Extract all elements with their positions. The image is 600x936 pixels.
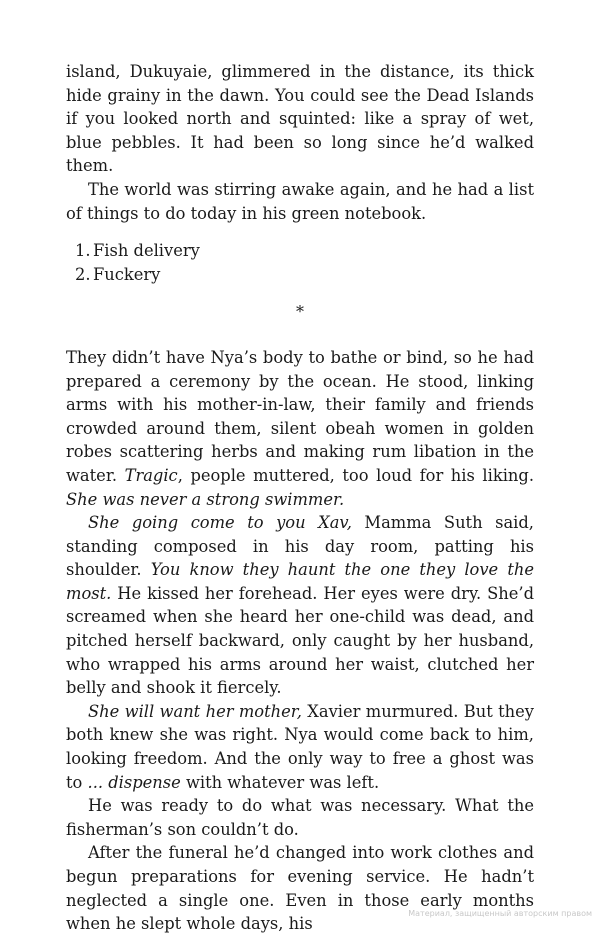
paragraph-4 bbox=[66, 511, 534, 700]
list-item-number: 2. bbox=[75, 264, 91, 284]
todo-list bbox=[66, 239, 534, 286]
italic-run: Tragic bbox=[124, 465, 178, 485]
list-item-text: Fuckery bbox=[93, 264, 161, 284]
paragraph-3 bbox=[66, 346, 534, 511]
italic-run: ... dispense bbox=[87, 772, 181, 792]
list-item-text: Fish delivery bbox=[93, 241, 200, 261]
paragraph-7: After the funeral he’d changed into work clothes and begun preparations for evening service. He hadn’t neglected a single one. Even in those early months when he slept whole days, his bbox=[66, 843, 534, 934]
paragraph-6: He was ready to do what was necessary. What the fisherman’s son couldn’t do. bbox=[66, 796, 534, 839]
list-item bbox=[66, 263, 534, 287]
paragraph-2: The world was stirring awake again, and he had a list of things to do today in his green notebook. bbox=[66, 179, 534, 223]
italic-run: You know they haunt the one they love the most. bbox=[66, 560, 534, 603]
italic-run: She will want her mother, bbox=[88, 701, 302, 721]
list-item-number: 1. bbox=[75, 241, 91, 261]
italic-run: She was never a strong swimmer. bbox=[66, 489, 345, 509]
text-run: Mamma Suth said, standing composed in his day room, patting his shoulder. bbox=[66, 513, 534, 580]
text-run: They didn’t have Nya’s body to bathe or bind, so he had prepared a ceremony by the ocean. He stood, linking arms with his mother-in-law, their family and friends crowded around them, silent obeah women in golden robes scattering herbs and making rum libation in the water. bbox=[66, 347, 534, 485]
paragraph-1: island, Dukuyaie, glimmered in the distance, its thick hide grainy in the dawn. You could see the Dead Islands if you looked north and squinted: like a spray of wet, blue pebbles. It had been so long since he’d walked them. bbox=[66, 62, 534, 176]
copyright-watermark: Материал, защищенный авторским правом bbox=[408, 909, 592, 918]
list-item bbox=[66, 239, 534, 263]
text-run: with whatever was left. bbox=[180, 772, 380, 792]
section-separator: * bbox=[296, 302, 304, 322]
text-run: Xavier murmured. But they both knew she was right. Nya would come back to him, looking freedom. And the only way to free a ghost was to bbox=[66, 701, 535, 792]
italic-run: She going come to you Xav, bbox=[88, 513, 352, 533]
paragraph-5 bbox=[66, 700, 534, 794]
text-run: He kissed her forehead. Her eyes were dry. She’d screamed when she heard her one-child was dead, and pitched herself backward, only caught by her husband, who wrapped his arms around her waist, clutched her belly and shook it fiercely. bbox=[66, 583, 534, 698]
text-run: , people muttered, too loud for his liking. bbox=[177, 465, 534, 485]
page-body bbox=[66, 60, 534, 936]
